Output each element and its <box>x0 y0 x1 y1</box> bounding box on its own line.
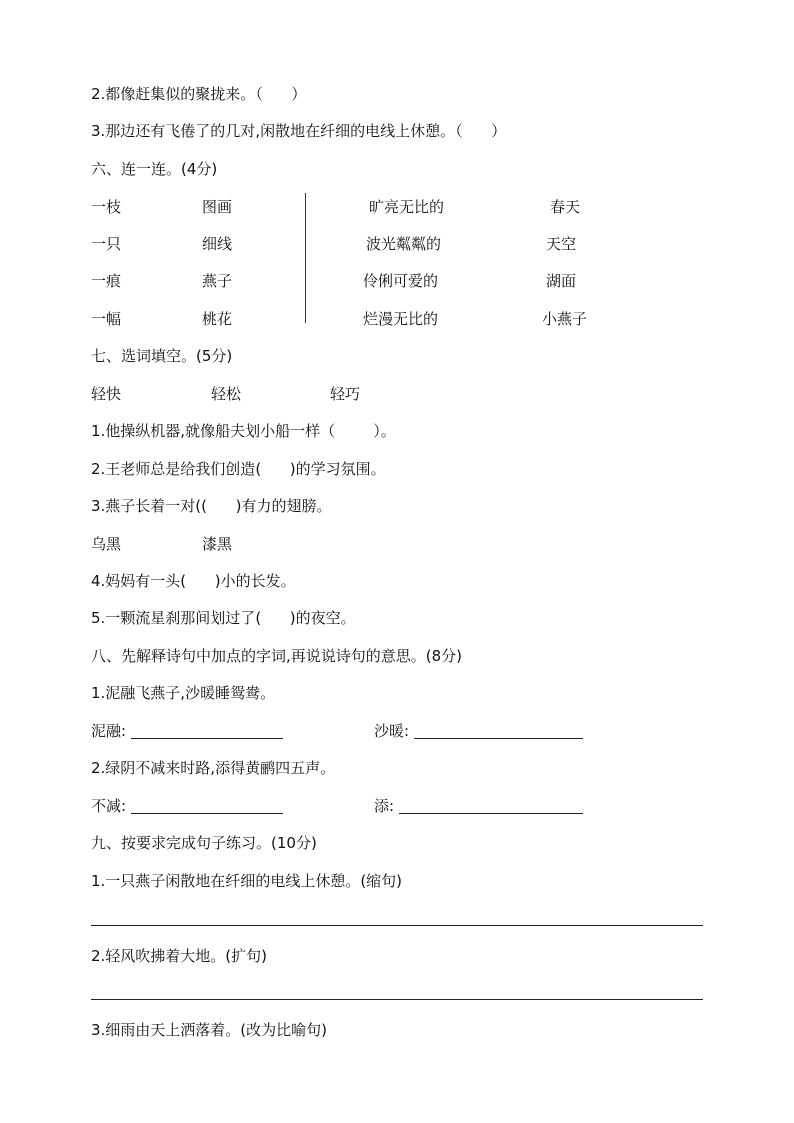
answer-line[interactable] <box>91 925 703 926</box>
q7-item-5: 5.一颗流星刹那间划过了( )的夜空。 <box>91 609 356 627</box>
match-left-word: 一痕 <box>91 272 122 290</box>
q8-poem-line-2: 2.绿阴不减来时路,添得黄鹂四五声。 <box>91 759 336 777</box>
q6-heading: 六、连一连。(4分) <box>91 160 218 178</box>
match-right-noun: 春天 <box>550 198 581 216</box>
word-choice: 乌黑 <box>91 535 122 553</box>
q9-item-2: 2.轻风吹拂着大地。(扩句) <box>91 947 268 965</box>
answer-label: 沙暖: <box>374 722 410 740</box>
word-choice: 漆黑 <box>202 535 233 553</box>
column-divider <box>305 193 306 323</box>
q8-heading: 八、先解释诗句中加点的字词,再说说诗句的意思。(8分) <box>91 647 463 665</box>
answer-blank[interactable] <box>131 799 283 814</box>
q7-item-4: 4.妈妈有一头( )小的长发。 <box>91 572 296 590</box>
word-choice: 轻巧 <box>330 385 361 403</box>
answer-blank[interactable] <box>131 724 283 739</box>
word-choice: 轻松 <box>211 385 242 403</box>
q5-item-2: 2.都像赶集似的聚拢来。（ ） <box>91 85 307 103</box>
match-left-word: 一只 <box>91 235 122 253</box>
match-right-noun: 湖面 <box>546 272 577 290</box>
answer-blank[interactable] <box>399 799 583 814</box>
match-left-noun: 细线 <box>202 235 233 253</box>
match-right-adjective: 旷亮无比的 <box>369 198 445 216</box>
q5-item-3: 3.那边还有飞倦了的几对,闲散地在纤细的电线上休憩。（ ） <box>91 122 507 140</box>
answer-blank[interactable] <box>414 724 583 739</box>
match-right-adjective: 烂漫无比的 <box>363 310 439 328</box>
match-right-noun: 天空 <box>546 235 577 253</box>
match-right-adjective: 波光粼粼的 <box>366 235 442 253</box>
match-right-noun: 小燕子 <box>542 310 588 328</box>
match-right-adjective: 伶俐可爱的 <box>363 272 439 290</box>
q7-item-2: 2.王老师总是给我们创造( )的学习氛围。 <box>91 460 386 478</box>
match-left-word: 一幅 <box>91 310 122 328</box>
q9-item-3: 3.细雨由天上洒落着。(改为比喻句) <box>91 1021 328 1039</box>
word-choice: 轻快 <box>91 385 122 403</box>
answer-label: 添: <box>374 797 395 815</box>
q7-item-1: 1.他操纵机器,就像船夫划小船一样（ ）。 <box>91 422 396 440</box>
match-left-noun: 桃花 <box>202 310 233 328</box>
match-left-word: 一枝 <box>91 198 122 216</box>
q8-poem-line-1: 1.泥融飞燕子,沙暖睡鸳鸯。 <box>91 684 276 702</box>
q7-item-3: 3.燕子长着一对(( )有力的翅膀。 <box>91 497 332 515</box>
answer-label: 泥融: <box>91 722 127 740</box>
match-left-noun: 图画 <box>202 198 233 216</box>
q7-heading: 七、选词填空。(5分) <box>91 347 233 365</box>
q9-item-1: 1.一只燕子闲散地在纤细的电线上休憩。(缩句) <box>91 872 403 890</box>
match-left-noun: 燕子 <box>202 272 233 290</box>
answer-line[interactable] <box>91 999 703 1000</box>
q9-heading: 九、按要求完成句子练习。(10分) <box>91 834 317 852</box>
answer-label: 不减: <box>91 797 127 815</box>
